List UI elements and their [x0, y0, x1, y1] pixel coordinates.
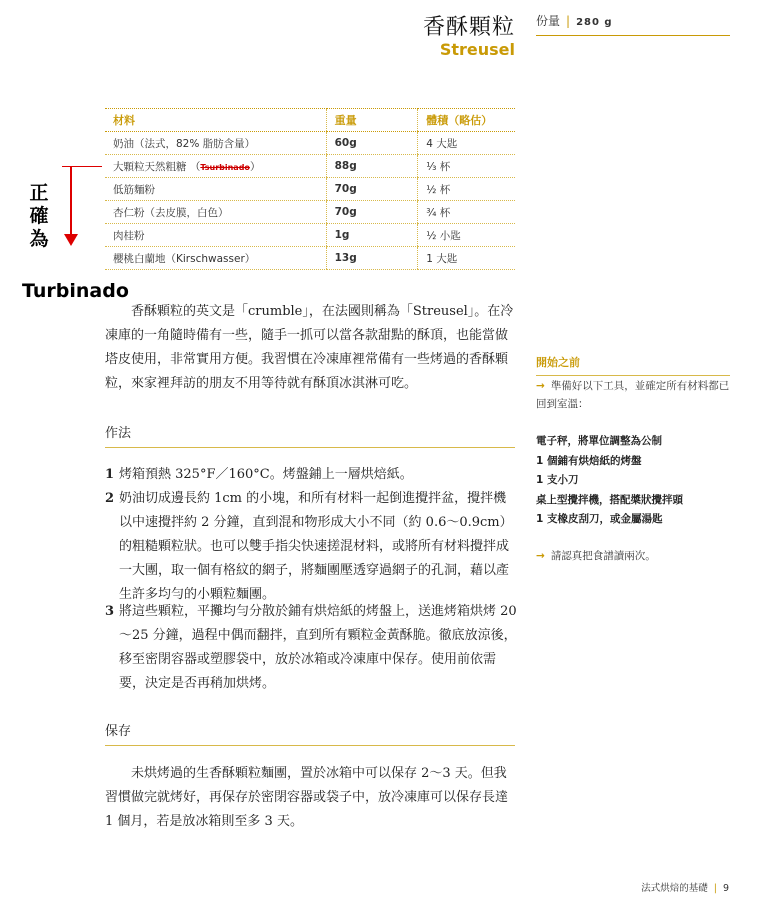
page-number: 9	[722, 883, 729, 894]
ingredient-volume: ¾ 杯	[418, 201, 515, 224]
arrow-right-icon: →	[536, 550, 545, 562]
ingredient-volume: 4 大匙	[418, 132, 515, 155]
prep-note-text: 準備好以下工具，並確定所有材料都已回到室溫：	[536, 380, 730, 410]
name-prefix: 大顆粒天然粗糖 （	[113, 160, 201, 173]
yield-info	[536, 12, 730, 36]
step-text: 烤箱預熱 325°F／160°C。烤盤鋪上一層烘焙紙。	[119, 467, 413, 482]
recipe-title-en: Streusel	[439, 40, 515, 59]
prep-note	[536, 377, 730, 413]
divider: |	[713, 883, 717, 894]
tool-list	[536, 432, 730, 530]
list-item: 桌上型攪拌機，搭配槳狀攪拌頭	[536, 493, 683, 506]
method-step	[105, 463, 517, 487]
ingredient-volume: ½ 杯	[418, 178, 515, 201]
ingredient-weight: 1g	[326, 224, 418, 247]
table-row	[105, 178, 515, 201]
step-number: 1	[105, 467, 115, 482]
read-note-text: 請認真把食譜讀兩次。	[550, 550, 656, 562]
step-number: 3	[105, 604, 115, 619]
read-note	[536, 548, 730, 563]
ingredient-name: 櫻桃白蘭地（Kirschwasser）	[105, 247, 326, 270]
table-row	[105, 132, 515, 155]
header-volume: 體積（略估）	[418, 109, 515, 132]
ingredient-weight: 70g	[326, 201, 418, 224]
annotation-pointer-line	[62, 166, 102, 167]
ingredient-volume: ½ 小匙	[418, 224, 515, 247]
ingredient-weight: 13g	[326, 247, 418, 270]
sidebar-heading: 開始之前	[536, 354, 730, 376]
annotation-char: 為	[29, 228, 49, 250]
method-heading: 作法	[105, 422, 515, 448]
arrow-right-icon: →	[536, 380, 545, 392]
table-row	[105, 224, 515, 247]
annotation-vertical-text	[28, 182, 50, 251]
annotation-vertical-line	[70, 166, 72, 236]
header-weight: 重量	[326, 109, 418, 132]
step-text: 將這些顆粒，平攤均勻分散於鋪有烘焙紙的烤盤上，送進烤箱烘烤 20～25 分鐘，過程中偶而翻拌，直到所有顆粒金黃酥脆。徹底放涼後，移至密閉容器或塑膠袋中，放於冰箱或冷凍庫中保存。使用前依需要，決定是否再稍加烘烤。	[119, 604, 517, 691]
header-ingredient: 材料	[105, 109, 326, 132]
ingredient-volume: 1 大匙	[418, 247, 515, 270]
annotation-char: 確	[29, 205, 49, 227]
ingredient-weight: 60g	[326, 132, 418, 155]
ingredient-name	[105, 155, 326, 178]
yield-label: 份量	[536, 14, 561, 28]
step-number: 2	[105, 491, 115, 506]
ingredient-weight: 70g	[326, 178, 418, 201]
storage-paragraph: 未烘烤過的生香酥顆粒麵團，置於冰箱中可以保存 2～3 天。但我習慣做完就烤好，再保存於密閉容器或袋子中，放冷凍庫可以保存長達 1 個月，若是放冰箱則至多 3 天。	[105, 766, 509, 829]
ingredient-table	[105, 108, 515, 270]
page-footer	[641, 880, 729, 894]
list-item: 電子秤，將單位調整為公制	[536, 435, 662, 447]
divider: |	[566, 14, 571, 28]
list-item: 1 個鋪有烘焙紙的烤盤	[536, 454, 642, 467]
ingredient-name: 杏仁粉（去皮膜，白色）	[105, 201, 326, 224]
ingredient-name: 低筋麵粉	[105, 178, 326, 201]
recipe-title-zh: 香酥顆粒	[422, 15, 515, 40]
step-text: 奶油切成邊長約 1cm 的小塊，和所有材料一起倒進攪拌盆，攪拌機以中速攪拌約 2 分鐘，直到混和物形成大小不同（約 0.6～0.9cm）的粗糙顆粒狀。也可以雙手指尖快速搓混材料，或將所有材料攪拌成一大團，取一個有格紋的網子，將麵團壓透穿過網子的孔洞，藉以產生許多均勻的小顆粒麵團。	[119, 491, 513, 602]
annotation-char: 正	[29, 182, 49, 204]
method-step	[105, 600, 517, 696]
table-row	[105, 247, 515, 270]
table-row	[105, 155, 515, 178]
storage-heading: 保存	[105, 720, 515, 746]
ingredient-name: 奶油（法式，82% 脂肪含量）	[105, 132, 326, 155]
list-item: 1 支橡皮刮刀，或金屬湯匙	[536, 513, 663, 526]
footer-section: 法式烘焙的基礎	[641, 883, 708, 894]
table-row	[105, 201, 515, 224]
annotation-arrow-icon	[64, 234, 78, 246]
struck-text: Tsurbinado	[200, 162, 250, 172]
intro-paragraph: 香酥顆粒的英文是「crumble」，在法國則稱為「Streusel」。在冷凍庫的一角隨時備有一些，隨手一抓可以當各款甜點的酥頂，也能當做塔皮使用，非常實用方便。我習慣在冷凍庫裡常備有一些烤過的香酥顆粒，來家裡拜訪的朋友不用等待就有酥頂冰淇淋可吃。	[105, 304, 514, 391]
annotation-correction-word: Turbinado	[22, 280, 129, 302]
yield-value: 280 g	[576, 17, 613, 28]
ingredient-weight: 88g	[326, 155, 418, 178]
list-item: 1 支小刀	[536, 474, 579, 487]
ingredient-volume: ⅓ 杯	[418, 155, 515, 178]
ingredient-name: 肉桂粉	[105, 224, 326, 247]
name-suffix: ）	[249, 160, 261, 173]
table-header-row	[105, 109, 515, 132]
method-step	[105, 487, 517, 607]
